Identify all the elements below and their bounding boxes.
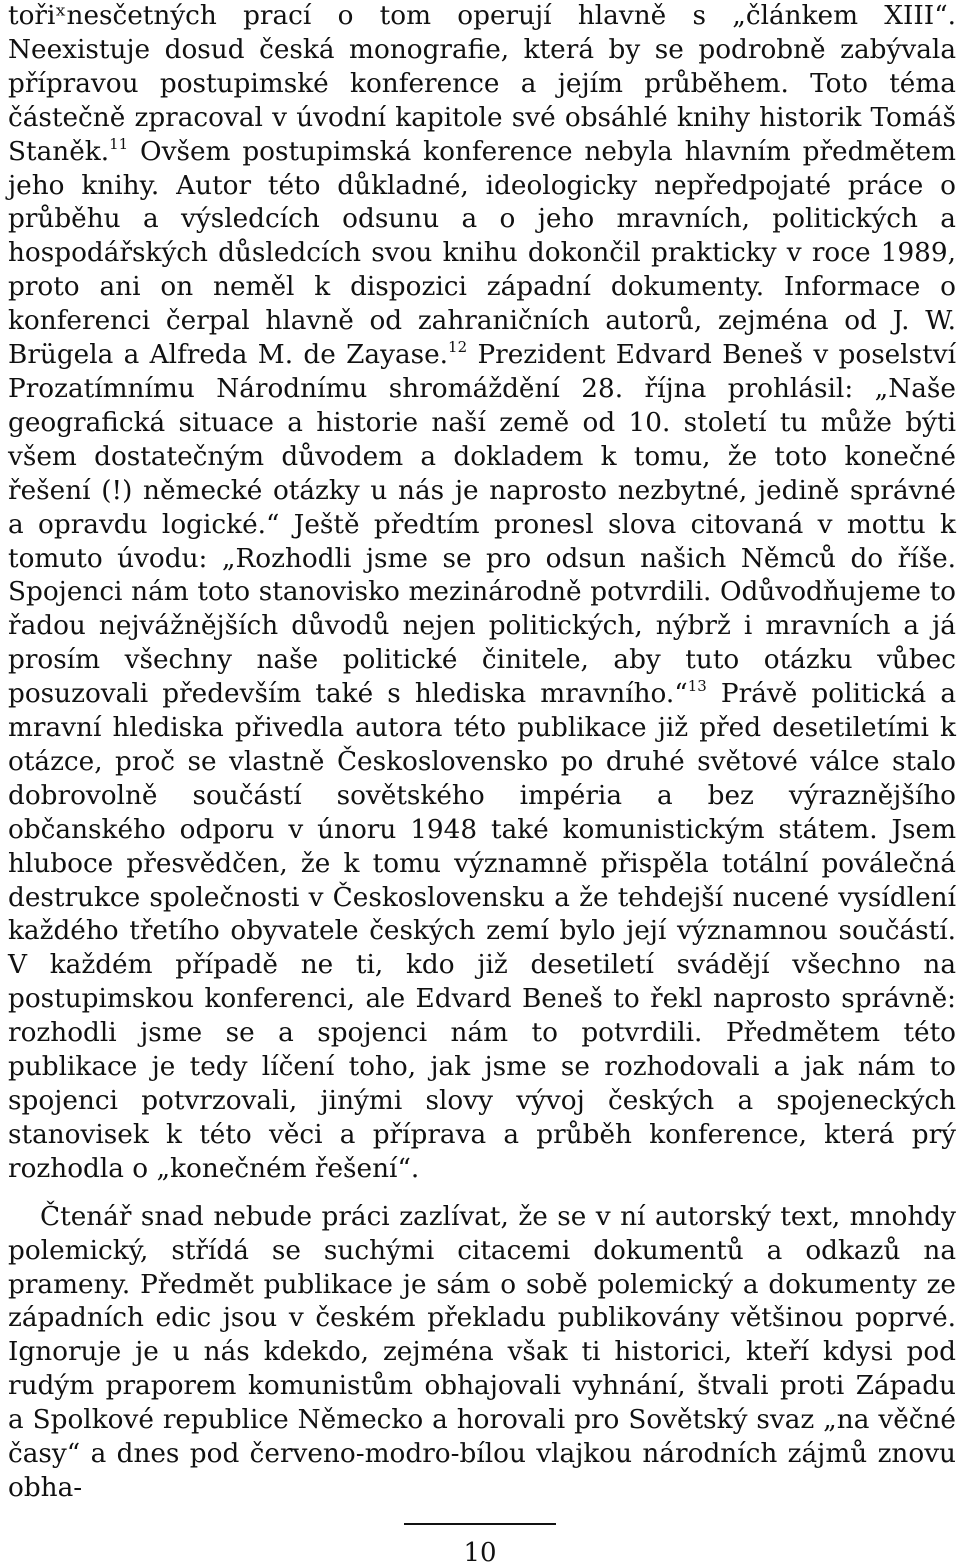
page-number: 10: [463, 1538, 497, 1568]
footer-rule: [404, 1523, 556, 1525]
paragraph-2: Čtenář snad nebude práci zazlívat, že se v ní autorský text, mnohdy polemický, střídá se suchými citacemi dokumentů a odkazů na prameny. Předmět publikace je sám o sobě polemický a dokumenty ze západních edic jsou v českém překladu publikovány většinou poprvé. Ignoruje je u nás kdekdo, zejména však ti historici, kteří kdysi pod rudým praporem komunistům obhajovali vyhnání, štvali proti Západu a Spolkové republice Německo a horovali pro Sovětský svaz „na věčné časy“ a dnes pod červeno-modro-bílou vlajkou národních zájmů znovu obha-: [8, 1201, 956, 1503]
paragraph-1-part-1: tořiˣnesčetných prací o tom operují hlavně s „článkem XIII“. Neexistuje dosud česká monografie, která by se podrobně zabývala přípravou postupimské konference a jejím průběhem. Toto téma částečně zpracoval v úvodní kapitole své obsáhlé knihy historik Tomáš Staněk.: [8, 1, 956, 167]
body-text: [8, 0, 956, 1506]
footnote-ref-12[interactable]: 12: [448, 338, 468, 357]
footnote-ref-13[interactable]: 13: [687, 677, 707, 696]
footnote-ref-11[interactable]: 11: [109, 134, 129, 153]
paragraph-1-part-2: Ovšem postupimská konference nebyla hlavním předmětem jeho knihy. Autor této důkladné, ideologicky nepředpojaté práce o průběhu a výsledcích odsunu a o jeho mravních, politických a hospodářských důsledcích svou knihu dokončil prakticky v roce 1989, proto ani on neměl k dispozici západní dokumenty. Informace o konferenci čerpal hlavně od zahraničních autorů, zejména od J. W. Brügela a Alfreda M. de Zayase.: [8, 136, 956, 371]
paragraph-1-part-3: Prezident Edvard Beneš v poselství Prozatímnímu Národnímu shromáždění 28. října prohlásil: „Naše geografická situace a historie naší země od 10. století tu může býti všem dostatečným důvodem a dokladem k tomu, že toto konečné řešení (!) německé otázky u nás je naprosto nezbytné, jedině správné a opravdu logické.“ Ještě předtím pronesl slova citovaná v mottu k tomuto úvodu: „Rozhodli jsme se pro odsun našich Němců do říše. Spojenci nám toto stanovisko mezinárodně potvrdili. Odůvodňujeme to řadou nejvážnějších důvodů nejen politických, nýbrž i mravních a já prosím všechny naše politické činitele, aby tuto otázku vůbec posuzovali především také s hlediska mravního.“: [8, 340, 956, 710]
paragraph-1: [8, 0, 956, 1187]
paragraph-1-part-4: Právě politická a mravní hlediska přivedla autora této publikace již před desetiletími k otázce, proč se vlastně Československo po druhé světové válce stalo dobrovolně součástí sovětského impéria a bez výraznějšího občanského odporu v únoru 1948 také komunistickým státem. Jsem hluboce přesvědčen, že k tomu významně přispěla totální poválečná destrukce společnosti v Československu a že tehdejší nucené vysídlení každého třetího obyvatele českých zemí bylo její významnou součástí. V každém případě ne ti, kdo již desetiletí svádějí všechno na postupimskou konferenci, ale Edvard Beneš to řekl naprosto správně: rozhodli jsme se a spojenci nám to potvrdili. Předmětem této publikace je tedy líčení toho, jak jsme se rozhodovali a jak nám to spojenci potvrzovali, jinými slovy vývoj českých a spojeneckých stanovisek k této věci a příprava a průběh konference, která prý rozhodla o „konečném řešení“.: [8, 679, 956, 1184]
document-page: [8, 0, 956, 1506]
